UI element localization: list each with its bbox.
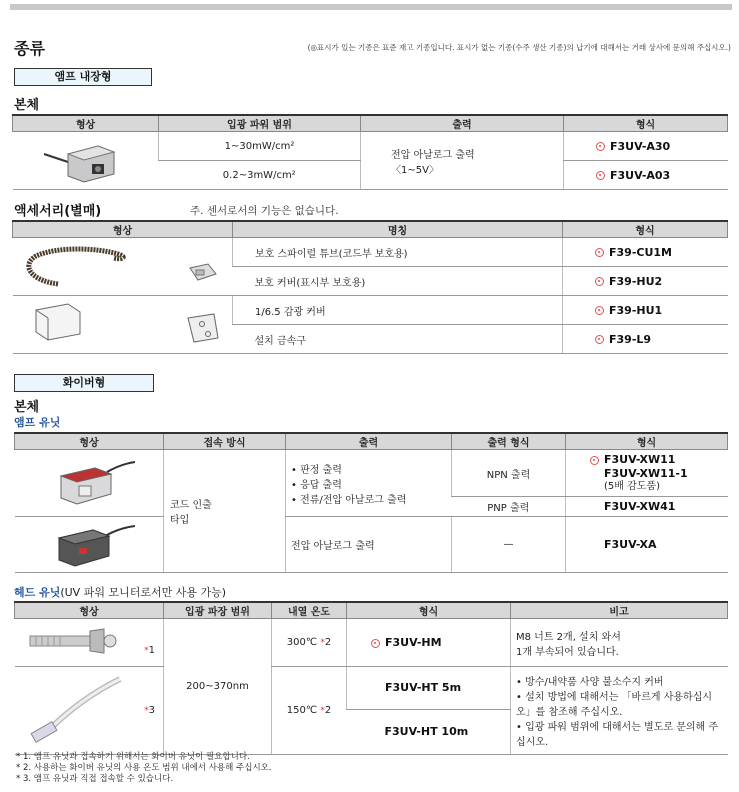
acc-name-2: 보호 커버(표시부 보호용)	[233, 267, 563, 296]
amp-unit-image-cell-1	[15, 450, 164, 517]
model-ht10-cell: F3UV-HT 10m	[347, 709, 511, 754]
page-title: 종류	[14, 39, 45, 58]
stock-mark-icon	[595, 335, 604, 344]
analog-output-cell: 전압 아날로그 출력	[286, 517, 452, 573]
amp-builtin-table	[12, 114, 728, 190]
head-unit-table	[14, 601, 728, 755]
pnp-output-cell: PNP 출력	[452, 497, 566, 517]
footnote-3: * 3. 앰프 유닛과 직접 접속할 수 있습니다.	[16, 774, 174, 784]
col-header-range: 입광 파워 범위	[159, 115, 361, 132]
stock-mark-icon	[371, 639, 380, 648]
amp-builtin-body-title: 본체	[14, 98, 40, 113]
stock-mark-icon	[590, 456, 599, 465]
head-image-cell-1	[15, 619, 164, 667]
acc-image-cell-2	[13, 296, 233, 354]
output-item: • 전류/전압 아날로그 출력	[291, 491, 446, 506]
model-hm-cell: F3UV-HM	[347, 619, 511, 667]
remark-hm-line2: 1개 부속되어 있습니다.	[516, 646, 619, 658]
acc-model-1: F39-CU1M	[563, 238, 728, 267]
amp-unit-header-model: 형식	[566, 433, 728, 450]
remark-ht-list	[516, 673, 723, 748]
stock-mark-icon	[595, 306, 604, 315]
amp-unit-outputs-cell	[286, 450, 452, 517]
amp-builtin-image-cell	[13, 132, 159, 190]
amp-unit-header-output-type: 출력 형식	[452, 433, 566, 450]
amp-unit-outputs-list	[291, 461, 446, 506]
model-f3uv-a03: F3UV-A03	[610, 168, 671, 182]
amp-unit-header-shape: 형상	[15, 433, 164, 450]
acc-name-3: 1/6.5 감광 커버	[233, 296, 563, 325]
head-image-cell-2	[15, 667, 164, 755]
sensor-amp-builtin-image	[40, 136, 130, 186]
remark-hm-cell	[511, 619, 728, 667]
temp-300-cell: 300℃ *2	[272, 619, 347, 667]
stock-mark-icon	[595, 248, 604, 257]
footnote-ref-3: *3	[144, 705, 155, 716]
footnote-ref-1: *1	[144, 645, 155, 656]
footnote-2: * 2. 사용하는 화이버 유닛의 사용 온도 범위 내에서 사용해 주십시오.	[16, 763, 272, 773]
head-unit-hm-image	[20, 621, 130, 661]
amp-range-row2: 0.2~3mW/cm²	[159, 161, 361, 190]
model-xw11-1-note: (5배 감도품)	[604, 481, 660, 492]
col-header-shape: 형상	[13, 115, 159, 132]
acc-name-4: 설치 금속구	[233, 325, 563, 354]
col-header-model: 형식	[564, 115, 728, 132]
remark-item: • 입광 파워 범위에 대해서는 별도로 문의해 주십시오.	[516, 718, 723, 748]
wavelength-cell: 200~370nm	[164, 619, 272, 755]
acc-image-cell-1	[13, 238, 233, 296]
head-header-remarks: 비고	[511, 602, 728, 619]
fiber-body-title: 본체	[14, 400, 40, 415]
acc-col-header-shape: 형상	[13, 221, 233, 238]
head-header-temp: 내열 온도	[272, 602, 347, 619]
connection-type-cell	[164, 450, 286, 573]
model-ht5-cell: F3UV-HT 5m	[347, 667, 511, 710]
head-header-model: 형식	[347, 602, 511, 619]
amp-output-line1: 전압 아날로그 출력	[391, 149, 475, 161]
amp-output-cell	[361, 132, 564, 190]
amp-unit-xa-image	[39, 520, 139, 570]
acc-model-2: F39-HU2	[563, 267, 728, 296]
head-unit-title-text: 헤드 유닛	[14, 586, 61, 599]
head-header-shape: 형상	[15, 602, 164, 619]
acc-model-4: F39-L9	[563, 325, 728, 354]
footnote-1: * 1. 앰프 유닛과 접속하기 위해서는 화이버 유닛이 필요합니다.	[16, 752, 250, 762]
connection-line1: 코드 인출	[170, 500, 212, 511]
head-unit-title	[14, 584, 226, 600]
head-unit-ht-image	[20, 669, 140, 749]
model-xw41-cell: F3UV-XW41	[566, 497, 728, 517]
footnotes	[16, 752, 272, 785]
model-xw11-1: F3UV-XW11-1	[604, 467, 688, 480]
model-f3uv-a30: F3UV-A30	[610, 139, 671, 153]
amp-unit-image-cell-2	[15, 517, 164, 573]
amp-unit-xw-image	[39, 454, 139, 512]
amp-unit-header-output: 출력	[286, 433, 452, 450]
output-item: • 판정 출력	[291, 461, 446, 476]
top-divider-bar	[10, 4, 732, 10]
model-xw11-cell: F3UV-XW11 F3UV-XW11-1 (5배 감도품)	[566, 450, 728, 497]
dash-cell: —	[452, 517, 566, 573]
acc-model-3: F39-HU1	[563, 296, 728, 325]
head-unit-title-note: (UV 파워 모니터로서만 사용 가능)	[60, 586, 227, 599]
npn-output-cell: NPN 출력	[452, 450, 566, 497]
amp-unit-header-connection: 접속 방식	[164, 433, 286, 450]
temp-150-cell: 150℃ *2	[272, 667, 347, 755]
amp-output-line2: 〈1~5V〉	[391, 164, 439, 176]
amp-model-row1	[564, 132, 728, 161]
output-item: • 응답 출력	[291, 476, 446, 491]
remark-item: • 방수/내약품 사양 불소수지 커버	[516, 673, 723, 688]
head-header-wavelength: 입광 파장 범위	[164, 602, 272, 619]
remark-ht-cell	[511, 667, 728, 755]
acc-name-1: 보호 스파이럴 튜브(코드부 보호용)	[233, 238, 563, 267]
acc-col-header-model: 형식	[563, 221, 728, 238]
accessories-table	[12, 220, 728, 354]
remark-hm-line1: M8 너트 2개, 설치 와셔	[516, 631, 621, 643]
spiral-tube-and-cover-image	[18, 240, 223, 290]
section-label-fiber: 화이버형	[14, 374, 154, 392]
accessories-note: 주. 센서로서의 기능은 없습니다.	[190, 205, 339, 217]
section-label-amp-builtin: 앰프 내장형	[14, 68, 152, 86]
stock-mark-icon	[596, 142, 605, 151]
amp-range-row1: 1~30mW/cm²	[159, 132, 361, 161]
remark-item: • 설치 방법에 대해서는 「바르게 사용하십시오」를 참조해 주십시오.	[516, 688, 723, 718]
amp-unit-table	[14, 432, 728, 573]
stock-mark-icon	[595, 277, 604, 286]
model-xa-cell: F3UV-XA	[566, 517, 728, 573]
connection-line2: 타입	[170, 515, 190, 526]
amp-model-row2	[564, 161, 728, 190]
stock-notice: (◎표시가 있는 기종은 표준 재고 기종입니다. 표시가 없는 기종(수주 생산 기종)의 납기에 대해서는 거래 상사에 문의해 주십시오.)	[307, 43, 731, 52]
acc-col-header-name: 명칭	[233, 221, 563, 238]
amp-unit-title: 앰프 유닛	[14, 416, 61, 429]
stock-mark-icon	[596, 171, 605, 180]
col-header-output: 출력	[361, 115, 564, 132]
dim-cover-and-bracket-image	[18, 298, 223, 348]
accessories-title: 액세서리(별매)	[14, 204, 102, 219]
